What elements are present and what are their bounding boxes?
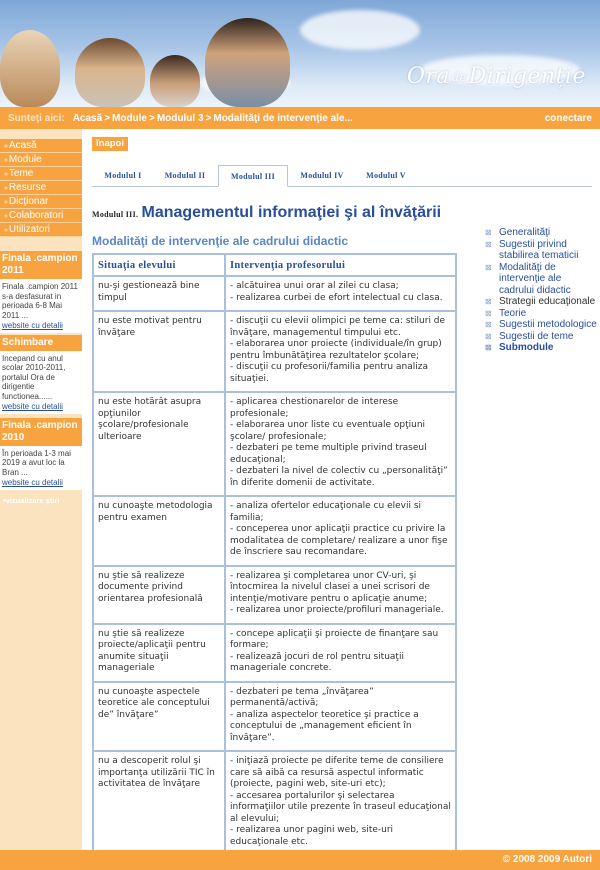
tab-module-5[interactable]: Modulul V bbox=[366, 171, 406, 180]
sidebar-item-topics[interactable]: »Teme bbox=[0, 167, 82, 181]
news-title: Schimbare bbox=[0, 335, 82, 351]
page-title bbox=[92, 204, 441, 222]
sidebar-item-collaborators[interactable]: »Colaboratori bbox=[0, 209, 82, 223]
submenu-item-label: Sugestii privind stabilirea tematicii bbox=[499, 238, 579, 261]
news-text: Finala .campion 2011 s-a desfasurat in perioada 6-8 Mai 2011 ... bbox=[2, 282, 78, 320]
intervention-cell: - aplicarea chestionarelor de interese profesionale; - elaborarea unor liste cu eventuale opţiuni şcolare/ profesionale; - dezbateri pe teme multiple privind traseul educaţional; - dezbateri la nivel de colectiv cu „personalităţi” în diferite domenii de activitate. bbox=[225, 392, 456, 496]
footer bbox=[0, 850, 600, 870]
breadcrumb-label: Sunteţi aici: bbox=[8, 112, 65, 124]
submenu-item-label: Strategii educaţionale bbox=[499, 296, 596, 307]
section-title: Modalităţi de intervenţie ale cadrului didactic bbox=[92, 234, 349, 248]
situation-cell: nu este motivat pentru învăţare bbox=[93, 311, 225, 392]
table-row bbox=[93, 392, 456, 496]
main-content bbox=[82, 129, 600, 850]
footer-credits[interactable]: © 2008 2009 Autori bbox=[502, 854, 592, 865]
bullet-icon: • bbox=[3, 495, 6, 505]
submenu-item-label: Teorie bbox=[499, 307, 527, 319]
table-row bbox=[93, 624, 456, 682]
news-item bbox=[0, 418, 82, 490]
table-header-row bbox=[93, 254, 456, 276]
table-row bbox=[93, 276, 456, 311]
sidebar-item-modules[interactable]: »Module bbox=[0, 153, 82, 167]
news-text: Incepand cu anul scolar 2010-2011, portalul Ora de dirigentie functionea...... bbox=[2, 353, 66, 401]
submenu-item[interactable] bbox=[485, 262, 597, 297]
submenu-item[interactable] bbox=[485, 308, 597, 320]
tab-module-4[interactable]: Modulul IV bbox=[300, 171, 344, 180]
breadcrumb-module-3[interactable]: Modulul 3 bbox=[156, 112, 204, 124]
sidebar bbox=[0, 129, 82, 850]
sidebar-item-home[interactable]: »Acasă bbox=[0, 139, 82, 153]
login-link[interactable]: conectare bbox=[544, 112, 592, 124]
situation-cell: nu este hotărât asupra opţiunilor şcolare/profesionale ulterioare bbox=[93, 392, 225, 496]
table-row bbox=[93, 751, 456, 855]
news-title: Finala .campion 2011 bbox=[0, 251, 82, 279]
situation-cell: nu cunoaşte aspectele teoretice ale conceptului de” învăţare” bbox=[93, 682, 225, 752]
submenu-item-label: Submodule bbox=[499, 342, 554, 353]
submenu-item-label: Generalităţi bbox=[499, 227, 551, 238]
submenu-item[interactable] bbox=[485, 239, 597, 262]
header-banner bbox=[0, 0, 600, 107]
table-body bbox=[93, 276, 456, 855]
tab-module-1[interactable]: Modulul I bbox=[104, 171, 142, 180]
photo-person-4 bbox=[205, 18, 290, 107]
submenu-item[interactable] bbox=[485, 319, 597, 331]
situation-cell: nu cunoaşte metodologia pentru examen bbox=[93, 496, 225, 566]
checkbox-icon: ⊠ bbox=[485, 239, 492, 249]
submenu-item[interactable] bbox=[485, 296, 597, 308]
checkbox-icon: ⊠ bbox=[485, 297, 492, 306]
module-prefix: Modulul III. bbox=[92, 210, 139, 219]
table-row bbox=[93, 496, 456, 566]
submenu-item[interactable] bbox=[485, 227, 597, 239]
sidebar-item-dictionary[interactable]: »Dicţionar bbox=[0, 195, 82, 209]
module-tabs bbox=[92, 165, 592, 187]
news-text: În perioada 1-3 mai 2019 a avut loc la Bran ... bbox=[2, 448, 71, 477]
news-item bbox=[0, 251, 82, 333]
news-details-link[interactable]: website cu detalii bbox=[2, 478, 63, 487]
intervention-cell: - iniţiază proiecte pe diferite teme de consiliere care să aibă ca resursă aspectul informatic (proiecte, pagini web, site-uri etc); - accesarea portalurilor şi selectarea informaţiilor utile prezente în traseul educaţional al elevului; - realizarea unor pagini web, site-uri educaţionale etc. bbox=[225, 751, 456, 855]
checkbox-icon: ⊠ bbox=[485, 228, 492, 237]
intervention-cell: - realizarea şi completarea unor CV-uri, şi întocmirea la nivelul clasei a unei scrisori de intenţie/motivare pentru o aplicaţie anume; - realizarea unor proiecte/profiluri manageriale. bbox=[225, 566, 456, 624]
arrow-right-icon: » bbox=[4, 227, 8, 234]
checkbox-icon: ⊠ bbox=[485, 320, 492, 329]
situation-cell: nu ştie să realizeze documente privind orientarea profesională bbox=[93, 566, 225, 624]
checkbox-icon: ⊠ bbox=[485, 262, 492, 272]
situation-cell: nu ştie să realizeze proiecte/aplicaţii pentru anumite situaţii manageriale bbox=[93, 624, 225, 682]
arrow-right-icon: » bbox=[4, 157, 8, 164]
intervention-cell: - discuţii cu elevii olimpici pe teme ca: stiluri de învăţare, managementul timpului etc. - elaborarea unor proiecte (individuale/în grup) pentru îmbunătăţirea rezultatelor şcolare; - discuţii cu profesorii/familia pentru analiza situaţiei. bbox=[225, 311, 456, 392]
sidebar-nav bbox=[0, 139, 82, 237]
submenu-item[interactable] bbox=[485, 331, 597, 343]
arrow-right-icon: » bbox=[4, 185, 8, 192]
table-row bbox=[93, 682, 456, 752]
intervention-cell: - alcătuirea unui orar al zilei cu clasa; - realizarea curbei de efort intelectual cu clasa. bbox=[225, 276, 456, 311]
module-title: Managementul informaţiei şi al învăţării bbox=[141, 204, 442, 221]
site-logo[interactable]: Ora deDirigenție bbox=[406, 64, 586, 89]
back-button[interactable]: înapoi bbox=[92, 137, 128, 151]
submenu-item-label: Sugestii de teme bbox=[499, 330, 574, 342]
column-header-intervention: Intervenţia profesorului bbox=[225, 254, 456, 276]
arrow-right-icon: » bbox=[4, 171, 8, 178]
breadcrumb-current: Modalităţi de intervenţie ale... bbox=[213, 112, 353, 124]
arrow-right-icon: » bbox=[4, 143, 8, 150]
submenu-item-label: Sugestii metodologice bbox=[499, 319, 597, 330]
situation-cell: nu a descoperit rolul şi importanţa utilizării TIC în activitatea de învăţare bbox=[93, 751, 225, 855]
view-news-link[interactable]: •vizualizare ştiri bbox=[3, 495, 60, 505]
breadcrumb-modules[interactable]: Module bbox=[112, 112, 147, 124]
breadcrumb: Sunteţi aici: Acasă > Module > Modulul 3 > Modalităţi de intervenţie ale... conectare bbox=[0, 107, 600, 129]
intervention-cell: - analiza ofertelor educaţionale cu elevii si familia; - conceperea unor aplicaţii practice cu privire la modalitatea de completare/ realizare a unor fişe de înscriere sau recomandare. bbox=[225, 496, 456, 566]
arrow-right-icon: » bbox=[4, 213, 8, 220]
photo-person-3 bbox=[150, 55, 200, 107]
intervention-cell: - concepe aplicaţii şi proiecte de finanţare sau formare; - realizează jocuri de rol pentru situaţii manageriale concrete. bbox=[225, 624, 456, 682]
arrow-right-icon: » bbox=[4, 199, 8, 206]
interventions-table bbox=[92, 253, 457, 856]
tab-module-2[interactable]: Modulul II bbox=[164, 171, 206, 180]
checkbox-icon: ⊠ bbox=[485, 308, 492, 318]
situation-cell: nu-şi gestionează bine timpul bbox=[93, 276, 225, 311]
table-row bbox=[93, 566, 456, 624]
checkbox-icon: ⊠ bbox=[485, 343, 492, 352]
submenu bbox=[485, 227, 597, 354]
table-row bbox=[93, 311, 456, 392]
column-header-situation: Situaţia elevului bbox=[93, 254, 225, 276]
photo-person-2 bbox=[75, 38, 145, 107]
submenu-item-label: Modalităţi de intervenţie ale cadrului didactic bbox=[499, 261, 571, 296]
submenu-item[interactable] bbox=[485, 342, 597, 354]
news-details-link[interactable]: website cu detalii bbox=[2, 321, 63, 330]
sidebar-item-resources[interactable]: »Resurse bbox=[0, 181, 82, 195]
news-details-link[interactable]: website cu detalii bbox=[2, 402, 63, 411]
checkbox-icon: ⊠ bbox=[485, 331, 492, 341]
news-title: Finala .campion 2010 bbox=[0, 418, 82, 446]
tab-module-3[interactable]: Modulul III bbox=[218, 165, 288, 187]
photo-person-1 bbox=[0, 30, 60, 107]
breadcrumb-home[interactable]: Acasă bbox=[72, 112, 103, 124]
sidebar-item-users[interactable]: »Utilizatori bbox=[0, 223, 82, 237]
intervention-cell: - dezbateri pe tema „învăţarea” permanentă/activă; - analiza aspectelor teoretice şi practice a conceptului de „management eficient în învăţare”. bbox=[225, 682, 456, 752]
news-item bbox=[0, 335, 82, 414]
